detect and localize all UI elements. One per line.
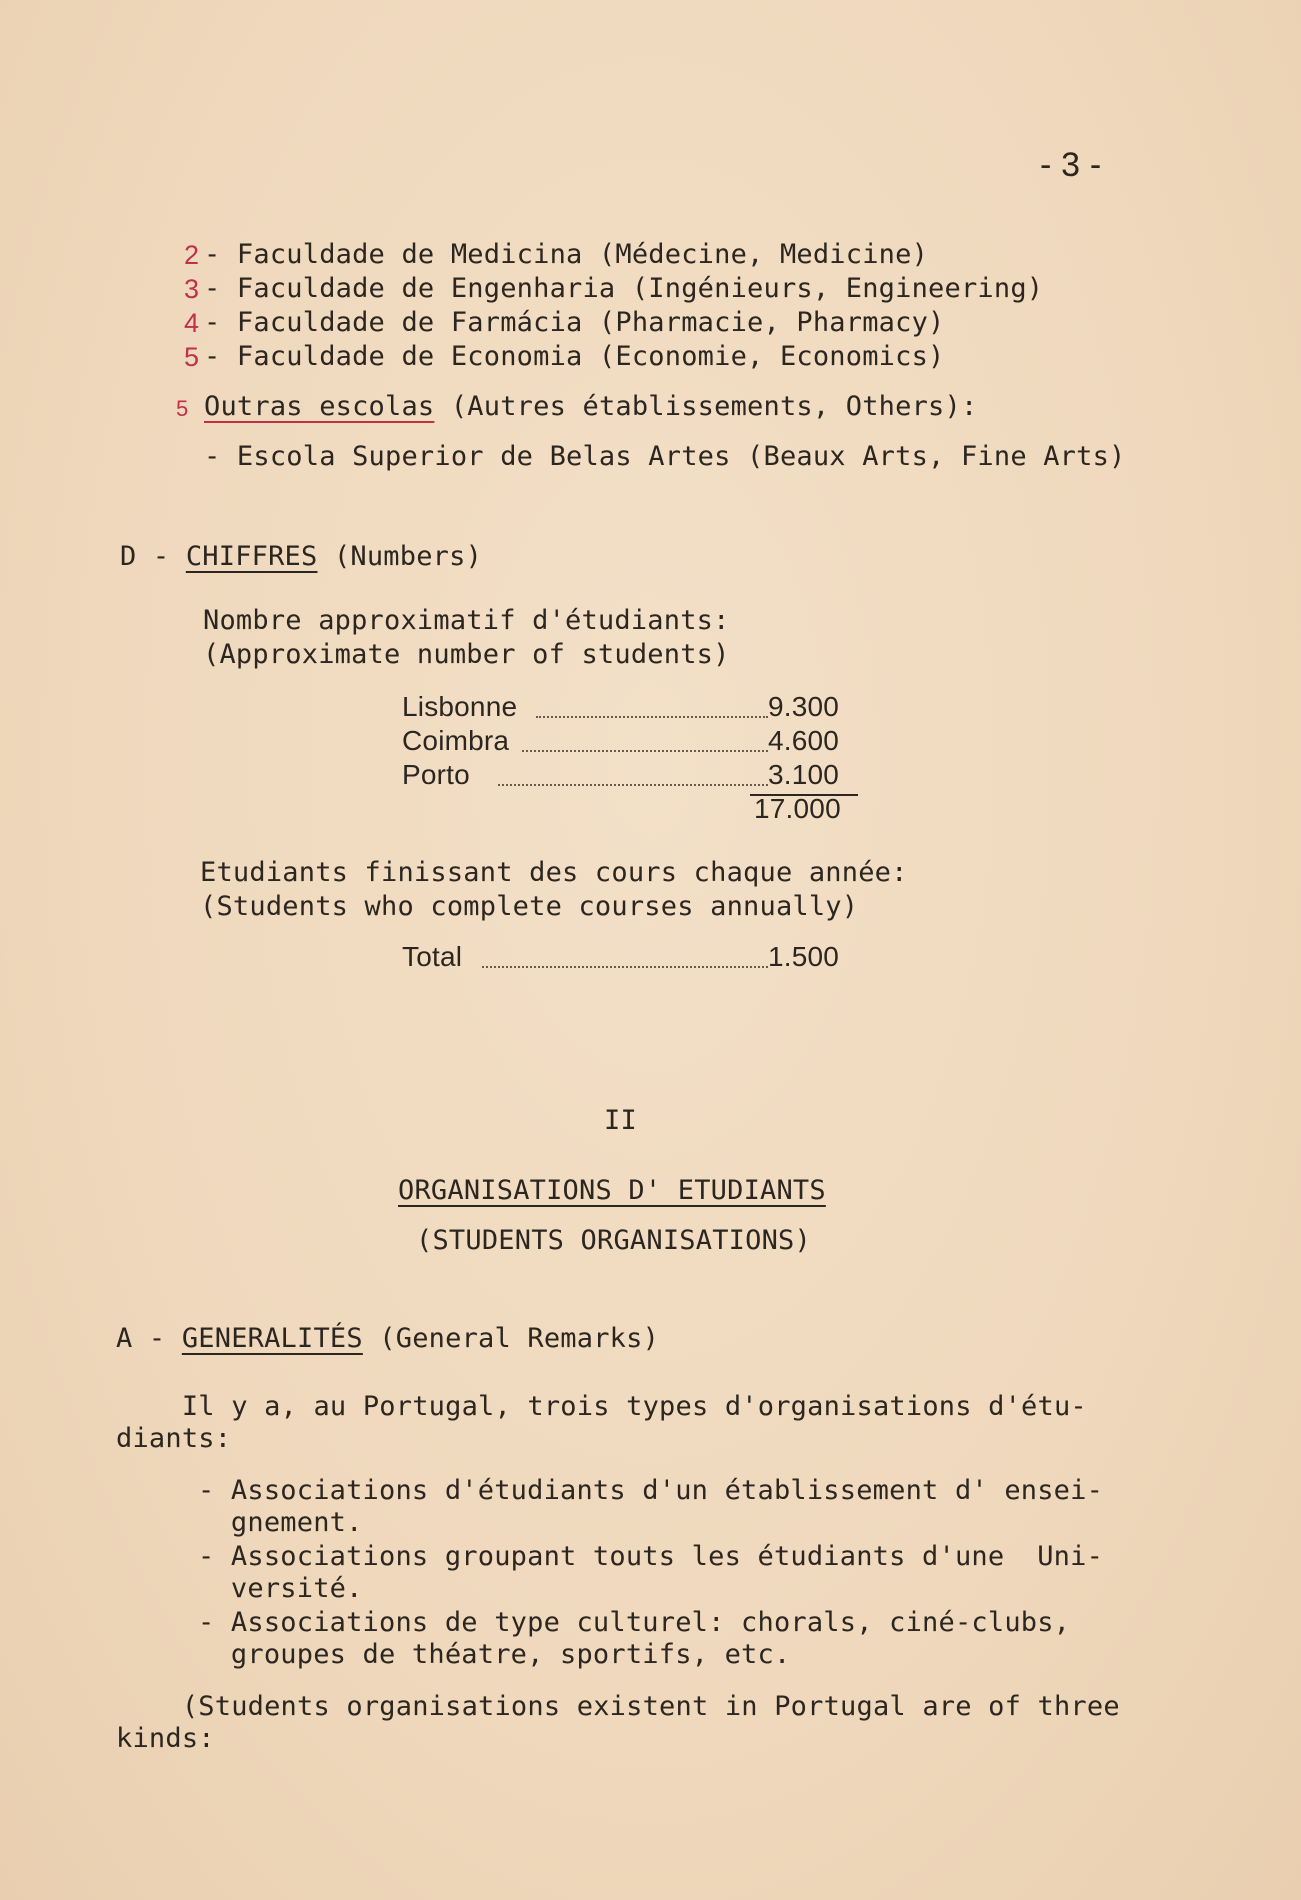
complete-intro-en: (Students who complete courses annually) [200, 891, 859, 922]
sum-value: 17.000 [754, 793, 841, 824]
section-a-rest: (General Remarks) [362, 1323, 660, 1354]
list-item-cont: gnement. [198, 1507, 363, 1538]
faculty-item: - Faculdade de Engenharia (Ingénieurs, Engineering) [204, 273, 1044, 304]
part-subtitle: (STUDENTS ORGANISATIONS) [416, 1225, 811, 1256]
city-value: 4.600 [768, 725, 840, 756]
leader-dots [522, 750, 768, 752]
other-schools-marker: 5 [176, 396, 189, 421]
faculty-item: - Faculdade de Economia (Economie, Economics) [204, 341, 945, 372]
leader-dots [498, 784, 768, 786]
english-paragraph-line: (Students organisations existent in Portugal are of three [116, 1691, 1120, 1722]
total-label: Total [402, 941, 463, 972]
list-item: - Associations de type culturel: chorals, ciné-clubs, [198, 1607, 1071, 1638]
other-schools-rest: (Autres établissements, Others): [434, 391, 978, 422]
city-value: 9.300 [768, 691, 840, 722]
other-schools-line [204, 390, 977, 424]
list-item: - Associations groupant touts les étudiants d'une Uni- [198, 1541, 1104, 1572]
paragraph-line: diants: [116, 1423, 232, 1454]
students-intro-en: (Approximate number of students) [203, 639, 730, 670]
faculty-item: - Faculdade de Farmácia (Pharmacie, Pharmacy) [204, 307, 945, 338]
section-a-prefix: A - [116, 1323, 182, 1354]
section-d-heading [120, 540, 482, 574]
city-value: 3.100 [768, 759, 840, 790]
section-a-title: GENERALITÉS [181, 1323, 363, 1354]
paragraph-line: Il y a, au Portugal, trois types d'organisations d'étu- [116, 1391, 1087, 1422]
complete-intro-fr: Etudiants finissant des cours chaque année: [200, 857, 908, 888]
part-title [398, 1174, 826, 1208]
other-schools-item: - Escola Superior de Belas Artes (Beaux Arts, Fine Arts) [204, 441, 1126, 472]
city-label: Lisbonne [402, 691, 518, 722]
city-label: Coimbra [402, 725, 510, 756]
section-a-heading [116, 1322, 659, 1356]
list-item-cont: versité. [198, 1573, 363, 1604]
leader-dots [482, 966, 768, 968]
faculty-item: - Faculdade de Medicina (Médecine, Medicine) [204, 239, 929, 270]
faculty-marker: 4 [184, 308, 200, 338]
section-d-rest: (Numbers) [317, 541, 483, 572]
other-schools-heading: Outras escolas [204, 391, 435, 422]
english-paragraph-line: kinds: [116, 1723, 215, 1754]
faculty-marker: 3 [184, 274, 200, 304]
total-value: 1.500 [768, 941, 840, 972]
faculty-marker: 5 [184, 342, 200, 372]
list-item-cont: groupes de théatre, sportifs, etc. [198, 1639, 791, 1670]
list-item: - Associations d'étudiants d'un établissement d' ensei- [198, 1475, 1104, 1506]
part-numeral: II [604, 1105, 637, 1136]
section-d-title: CHIFFRES [185, 541, 318, 572]
part-title-text: ORGANISATIONS D' ETUDIANTS [398, 1175, 826, 1206]
faculty-marker: 2 [184, 240, 200, 270]
city-label: Porto [402, 759, 470, 790]
students-intro-fr: Nombre approximatif d'étudiants: [203, 605, 730, 636]
page-number: - 3 - [1040, 146, 1102, 184]
leader-dots [536, 716, 768, 718]
section-d-prefix: D - [120, 541, 186, 572]
